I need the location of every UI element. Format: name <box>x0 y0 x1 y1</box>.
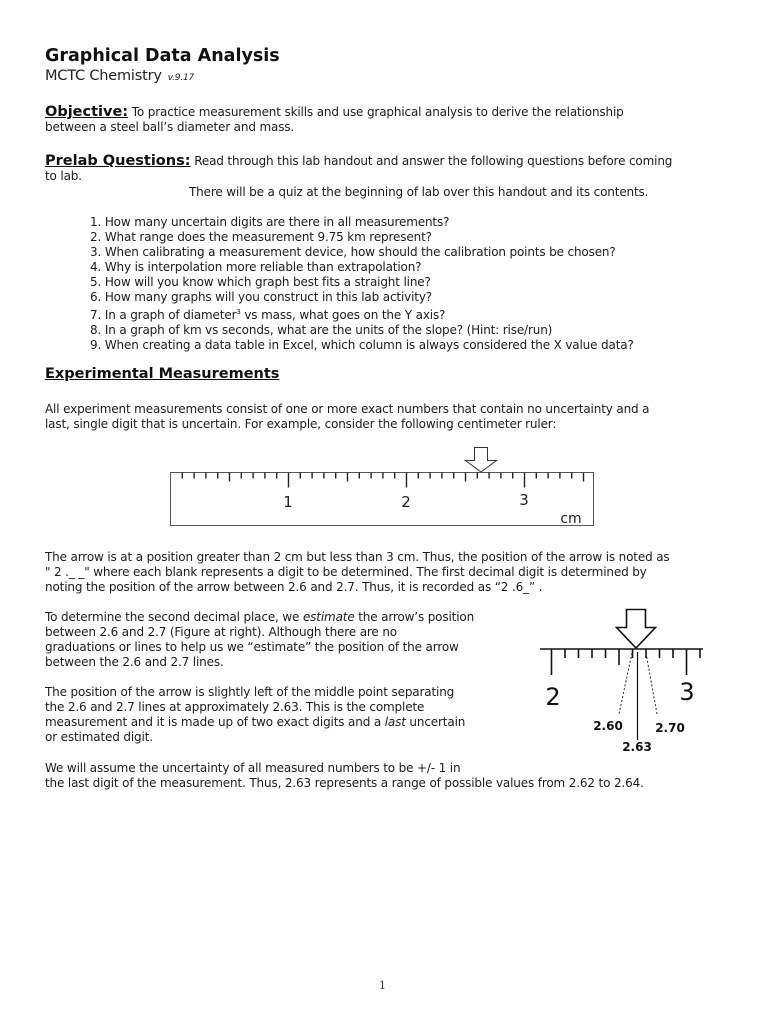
position-paragraph <box>45 685 465 745</box>
down-arrow-icon <box>617 610 656 649</box>
question-text: 7. In a graph of diameter <box>90 308 237 322</box>
zoom-label-3: 3 <box>679 678 695 706</box>
paragraph-line: between the 2.6 and 2.7 lines. <box>45 655 224 669</box>
paragraph-line: or estimated digit. <box>45 730 153 744</box>
centimeter-ruler <box>171 473 594 528</box>
paragraph-text: uncertain <box>405 715 466 729</box>
prelab-label: Prelab Questions: <box>45 153 191 169</box>
paragraph-line: the last digit of the measurement. Thus, 2.63 represents a range of possible values from 2.62 to 2.64. <box>45 776 644 790</box>
down-arrow-icon <box>466 448 497 473</box>
prelab-text-2: to lab. <box>45 169 82 183</box>
uncertainty-paragraph <box>45 761 644 791</box>
question-item: 8. In a graph of km vs seconds, what are the units of the slope? (Hint: rise/run) <box>90 323 553 337</box>
objective-label: Objective: <box>45 104 129 120</box>
paragraph-line: The position of the arrow is slightly left of the middle point separating <box>45 685 455 699</box>
emphasis-text: estimate <box>302 610 355 624</box>
page-title: Graphical Data Analysis <box>45 46 280 66</box>
section-heading-experimental: Experimental Measurements <box>45 366 280 382</box>
question-item: 6. How many graphs will you construct in this lab activity? <box>90 290 433 304</box>
question-item: 1. How many uncertain digits are there in all measurements? <box>90 215 450 229</box>
paragraph-line: " 2 ._ _" where each blank represents a digit to be determined. The first decimal digit is determined by <box>45 565 647 579</box>
prelab-text-1: Read through this lab handout and answer the following questions before coming <box>190 154 673 168</box>
question-item: 4. Why is interpolation more reliable than extrapolation? <box>90 260 422 274</box>
paragraph-line: noting the position of the arrow between 2.6 and 2.7. Thus, it is recorded as “2 .6_” . <box>45 580 543 594</box>
label-2-70: 2.70 <box>655 721 685 735</box>
question-text: vs mass, what goes on the Y axis? <box>240 308 446 322</box>
paragraph-line: between 2.6 and 2.7 (Figure at right). Although there are no <box>45 625 397 639</box>
emphasis-text: last <box>384 715 406 729</box>
version-label: v.9.17 <box>167 73 195 83</box>
question-item: 5. How will you know which graph best fits a straight line? <box>90 275 431 289</box>
question-item: 3. When calibrating a measurement device, how should the calibration points be chosen? <box>90 245 616 259</box>
ruler-label-2: 2 <box>401 493 411 511</box>
quiz-note: There will be a quiz at the beginning of lab over this handout and its contents. <box>189 185 649 199</box>
paragraph-line: the 2.6 and 2.7 lines at approximately 2.63. This is the complete <box>45 700 425 714</box>
ruler-label-1: 1 <box>283 493 293 511</box>
question-item: 2. What range does the measurement 9.75 km represent? <box>90 230 432 244</box>
paragraph-line: graduations or lines to help us we “estimate” the position of the arrow <box>45 640 459 654</box>
question-item: 9. When creating a data table in Excel, which column is always considered the X value data? <box>90 338 634 352</box>
second-decimal-paragraph <box>45 610 474 670</box>
objective-text-2: between a steel ball’s diameter and mass. <box>45 120 295 134</box>
page-number: 1 <box>379 979 386 992</box>
ruler-unit-label: cm <box>560 511 582 527</box>
intro-line: All experiment measurements consist of one or more exact numbers that contain no uncertainty and a <box>45 402 650 416</box>
paragraph-line: We will assume the uncertainty of all measured numbers to be +/- 1 in <box>45 761 461 775</box>
paragraph-text: measurement and it is made up of two exact digits and a <box>45 715 385 729</box>
paragraph-line: The arrow is at a position greater than 2 cm but less than 3 cm. Thus, the position of the arrow is noted as <box>45 550 670 564</box>
arrow-position-paragraph <box>45 550 670 595</box>
course-name: MCTC Chemistry <box>45 68 162 84</box>
zoomed-ruler-figure <box>540 610 703 755</box>
superscript: 3 <box>236 308 241 316</box>
paragraph-text: the arrow’s position <box>354 610 475 624</box>
objective-text-1: To practice measurement skills and use graphical analysis to derive the relationship <box>128 105 624 119</box>
paragraph-text: To determine the second decimal place, we <box>45 610 303 624</box>
ruler-label-3: 3 <box>519 491 529 509</box>
intro-line: last, single digit that is uncertain. For example, consider the following centimeter ruler: <box>45 417 557 431</box>
label-2-63: 2.63 <box>622 740 652 754</box>
zoom-label-2: 2 <box>545 683 561 711</box>
label-2-60: 2.60 <box>593 719 623 733</box>
